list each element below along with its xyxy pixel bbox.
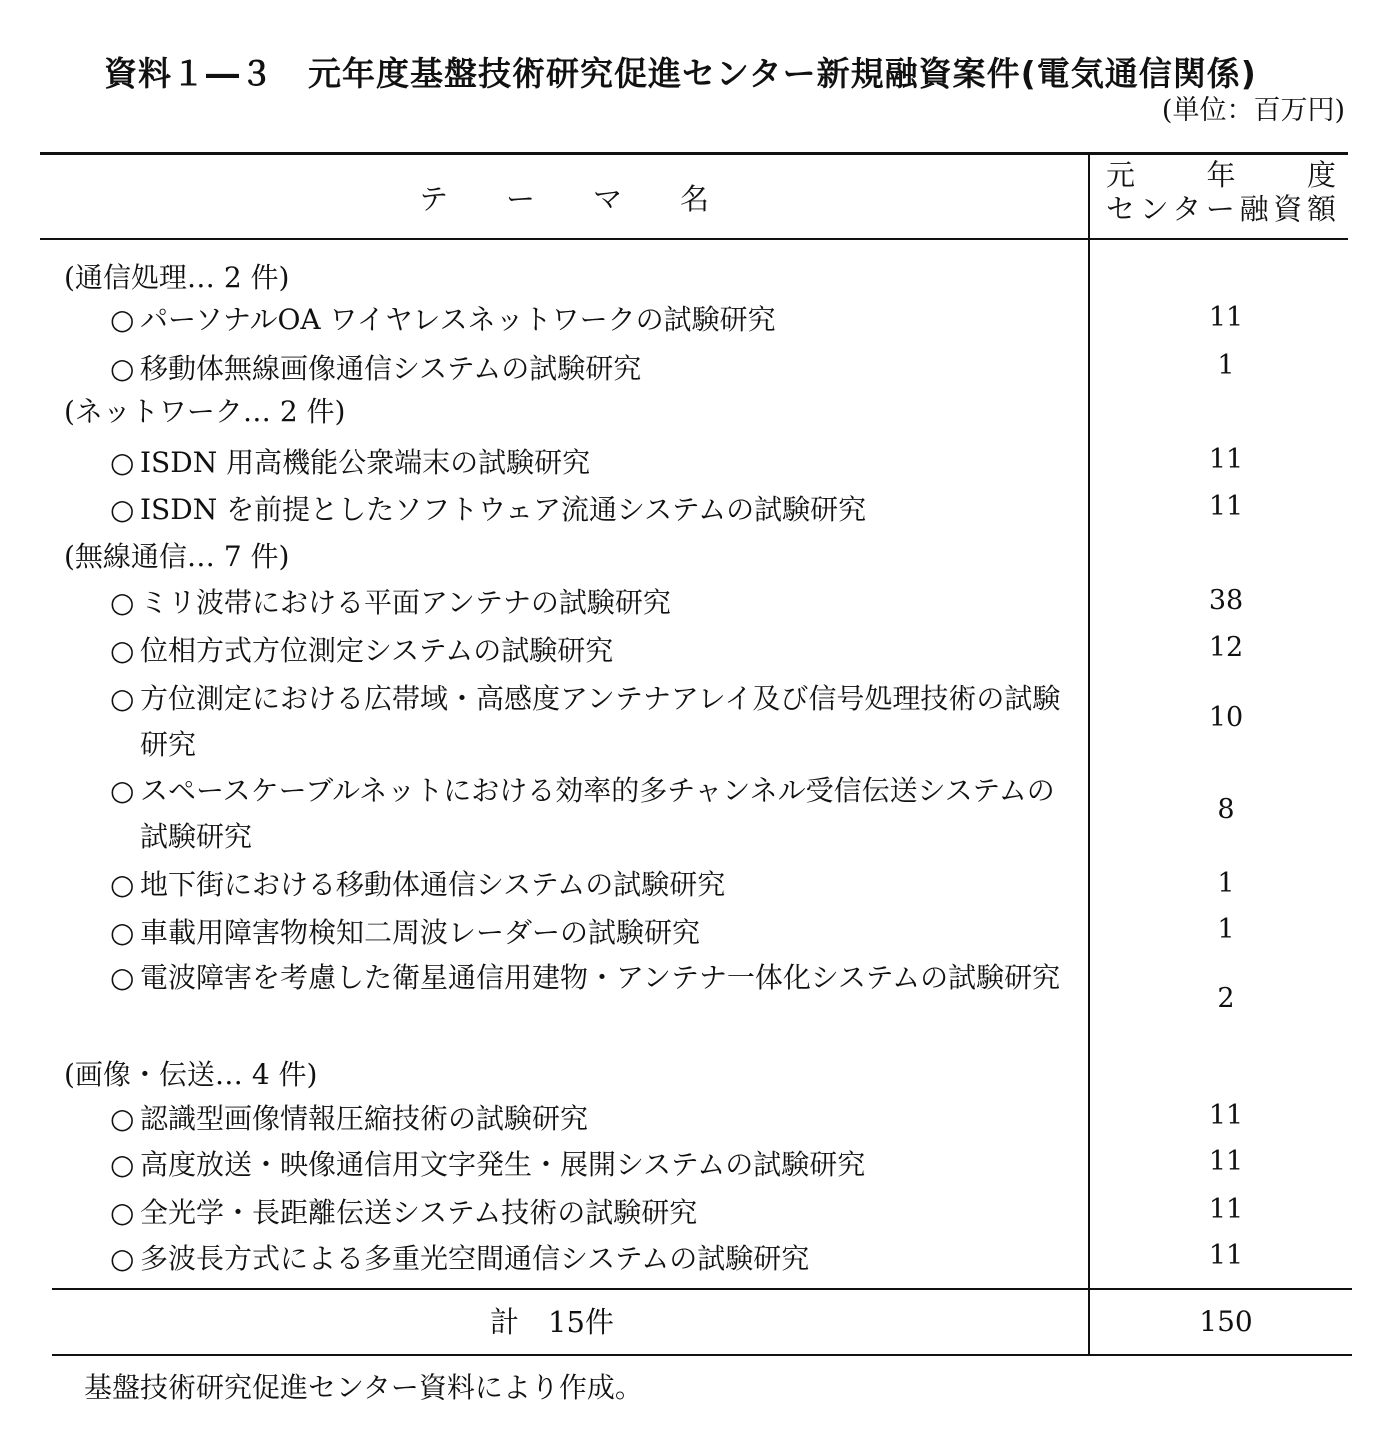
bullet-circle-icon: ○ [110,868,135,901]
theme-name: 位相方式方位測定システムの試験研究 [140,634,614,667]
bullet-circle-icon: ○ [110,1196,135,1229]
category-label: (通信処理… 2 件) [64,261,290,294]
bullet-circle-icon: ○ [110,1242,135,1275]
bullet-circle-icon: ○ [110,634,135,667]
category-label: (無線通信… 7 件) [64,540,290,573]
theme-name: ミリ波帯における平面アンテナの試験研究 [140,586,671,619]
total-value: 150 [1199,1305,1253,1338]
theme-name: 高度放送・映像通信用文字発生・展開システムの試験研究 [140,1148,866,1181]
bullet-circle-icon: ○ [110,493,135,526]
page-title: 資料１―３ 元年度基盤技術研究促進センター新規融資案件(電気通信関係) [104,54,1257,93]
theme-name: パーソナルOA ワイヤレスネットワークの試験研究 [140,303,776,336]
source-note: 基盤技術研究促進センター資料により作成。 [84,1371,643,1404]
bullet-circle-icon: ○ [110,586,135,619]
loan-amount: 11 [1208,1100,1244,1131]
amount-header-line2: センター融資額 [1106,192,1336,226]
loan-amount: 11 [1208,1194,1244,1225]
loan-amount: 1 [1217,868,1235,899]
theme-name: スペースケーブルネットにおける効率的多チャンネル受信伝送システムの試験研究 [140,774,1055,853]
loan-amount: 8 [1217,794,1235,825]
total-label: 計 15件 [490,1305,614,1339]
loan-amount: 11 [1208,302,1244,333]
bullet-circle-icon: ○ [110,303,135,336]
category-label: (画像・伝送… 4 件) [64,1058,318,1091]
table-bottom-rule [52,1354,1352,1356]
theme-name: 認識型画像情報圧縮技術の試験研究 [140,1102,589,1135]
bullet-circle-icon: ○ [110,916,135,949]
bullet-circle-icon: ○ [110,774,135,807]
bullet-circle-icon: ○ [110,1102,135,1135]
loan-amount: 1 [1217,350,1235,381]
loan-amount: 11 [1208,1240,1244,1271]
loan-amount: 11 [1208,444,1244,475]
loan-amount: 11 [1208,491,1244,522]
category-label: (ネットワーク… 2 件) [64,395,346,428]
bullet-circle-icon: ○ [110,1148,135,1181]
theme-name: 多波長方式による多重光空間通信システムの試験研究 [140,1242,810,1275]
loan-amount: 2 [1217,983,1235,1014]
theme-column-header: テ ー マ 名 [418,182,709,216]
loan-amount: 10 [1208,702,1244,733]
bullet-circle-icon: ○ [110,446,135,479]
theme-name: 地下街における移動体通信システムの試験研究 [140,868,726,901]
loan-amount: 12 [1208,632,1244,663]
theme-name: 電波障害を考慮した衛星通信用建物・アンテナ一体化システムの試験研究 [140,961,1061,994]
loan-amount: 11 [1208,1146,1244,1177]
loan-amount: 38 [1208,585,1244,616]
theme-name: 移動体無線画像通信システムの試験研究 [140,352,642,385]
theme-name: 方位測定における広帯域・高感度アンテナアレイ及び信号処理技術の試験研究 [140,682,1061,761]
theme-name: 全光学・長距離伝送システム技術の試験研究 [140,1196,698,1229]
bullet-circle-icon: ○ [110,682,135,715]
theme-name: ISDN 用高機能公衆端末の試験研究 [140,446,591,479]
loan-amount: 1 [1217,914,1235,945]
theme-name: ISDN を前提としたソフトウェア流通システムの試験研究 [140,493,867,526]
bullet-circle-icon: ○ [110,961,135,994]
amount-header-line1: 元 年 度 [1106,158,1336,192]
unit-note: (単位：百万円) [1161,95,1345,126]
bullet-circle-icon: ○ [110,352,135,385]
theme-name: 車載用障害物検知二周波レーダーの試験研究 [140,916,701,949]
